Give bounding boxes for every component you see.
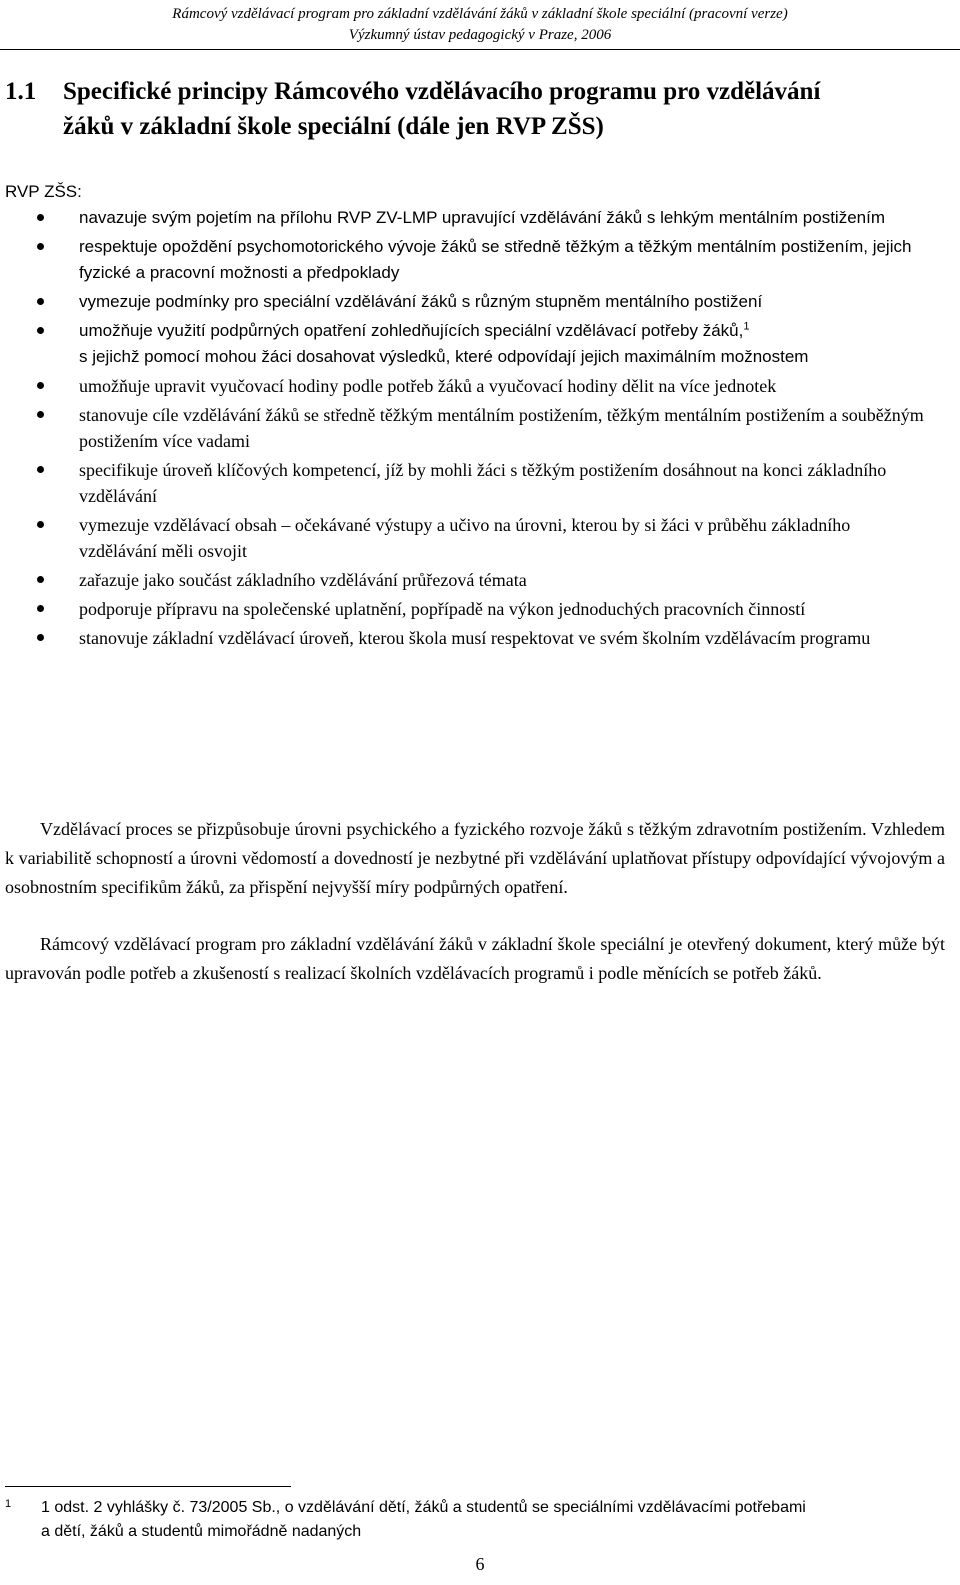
list-intro: RVP ZŠS:	[5, 182, 82, 201]
footnote-text-line-1: 1 odst. 2 vyhlášky č. 73/2005 Sb., o vzdělávání dětí, žáků a studentů se speciálními vzdělávacími potřebami	[41, 1499, 806, 1516]
list-item-text: stanovuje cíle vzdělávání žáků se středně těžkým mentálním postižením, těžkým mentálním postižením a souběžným postižením více vadami	[79, 405, 924, 451]
list-item	[0, 289, 930, 315]
bullet-icon	[37, 411, 44, 418]
list-item-text: navazuje svým pojetím na přílohu RVP ZV-LMP upravující vzdělávání žáků s lehkým mentálním postižením	[79, 208, 885, 227]
body-paragraph: Vzdělávací proces se přizpůsobuje úrovni psychického a fyzického rozvoje žáků s těžkým zdravotním postižením. Vzhledem k variabilitě schopností a úrovni vědomostí a dovedností je nezbytné při vzdělávání uplatňovat přístupy odpovídající vývojovým a osobnostním specifikům žáků, za přispění nejvyšší míry podpůrných opatření.	[5, 819, 945, 897]
bullet-icon	[37, 214, 44, 221]
list-item	[0, 567, 930, 593]
principles-list	[0, 205, 930, 654]
list-item	[0, 402, 930, 454]
bullet-icon	[37, 634, 44, 641]
bullet-icon	[37, 521, 44, 528]
header-divider	[0, 49, 960, 50]
list-item-text: vymezuje podmínky pro speciální vzdělávání žáků s různým stupněm mentálního postižení	[79, 292, 763, 311]
bullet-icon	[37, 466, 44, 473]
list-item	[0, 318, 930, 370]
section-number: 1.1	[5, 78, 37, 105]
running-header	[0, 4, 960, 46]
bullet-icon	[37, 576, 44, 583]
bullet-icon	[37, 605, 44, 612]
list-item	[0, 373, 930, 399]
list-item-text: respektuje opoždění psychomotorického vývoje žáků se středně těžkým a těžkým mentálním postižením, jejich fyzické a pracovní možnosti a předpoklady	[79, 237, 912, 282]
bullet-icon	[37, 327, 44, 334]
body-paragraph: Rámcový vzdělávací program pro základní vzdělávání žáků v základní škole speciální je otevřený dokument, který může být upravován podle potřeb a zkušeností s realizací školních vzdělávacích programů i podle měnících se potřeb žáků.	[5, 934, 945, 983]
list-item	[0, 596, 930, 622]
footnote-text-line-2: a dětí, žáků a studentů mimořádně nadaných	[41, 1523, 362, 1540]
section-heading	[5, 74, 950, 144]
footnote-mark: 1	[5, 1498, 12, 1510]
list-item-text: vymezuje vzdělávací obsah – očekávané výstupy a učivo na úrovni, kterou by si žáci v průběhu základního vzdělávání měli osvojit	[79, 515, 851, 561]
list-item	[0, 205, 930, 231]
footnote-reference: 1	[743, 320, 750, 333]
list-item	[0, 512, 930, 564]
list-item-text: zařazuje jako součást základního vzdělávání průřezová témata	[79, 570, 527, 590]
page-number: 6	[475, 1554, 485, 1574]
list-item-text: umožňuje upravit vyučovací hodiny podle potřeb žáků a vyučovací hodiny dělit na více jednotek	[79, 376, 777, 396]
section-title-line-2: žáků v základní škole speciální (dále jen RVP ZŠS)	[63, 113, 604, 140]
header-line-1: Rámcový vzdělávací program pro základní vzdělávání žáků v základní škole speciální (pracovní verze)	[172, 6, 788, 22]
footnote	[5, 1496, 945, 1544]
footnote-divider	[5, 1486, 291, 1487]
section-title-line-1: Specifické principy Rámcového vzdělávacího programu pro vzdělávání	[63, 78, 821, 105]
list-item-text: stanovuje základní vzdělávací úroveň, kterou škola musí respektovat ve svém školním vzdělávacím programu	[79, 628, 871, 648]
list-item-text: umožňuje využití podpůrných opatření zohledňujících speciální vzdělávací potřeby žáků,	[79, 321, 744, 340]
bullet-icon	[37, 382, 44, 389]
list-item	[0, 234, 930, 286]
list-item	[0, 625, 930, 651]
bullet-icon	[37, 298, 44, 305]
bullet-icon	[37, 243, 44, 250]
list-item-text: specifikuje úroveň klíčových kompetencí, jíž by mohli žáci s těžkým postižením dosáhnout na konci základního vzdělávání	[79, 460, 887, 506]
list-item-continuation: s jejichž pomocí mohou žáci dosahovat výsledků, které odpovídají jejich maximálním možnostem	[79, 347, 809, 366]
list-item-text: podporuje přípravu na společenské uplatnění, popřípadě na výkon jednoduchých pracovních činností	[79, 599, 806, 619]
header-line-2: Výzkumný ústav pedagogický v Praze, 2006	[348, 27, 612, 43]
list-item	[0, 457, 930, 509]
